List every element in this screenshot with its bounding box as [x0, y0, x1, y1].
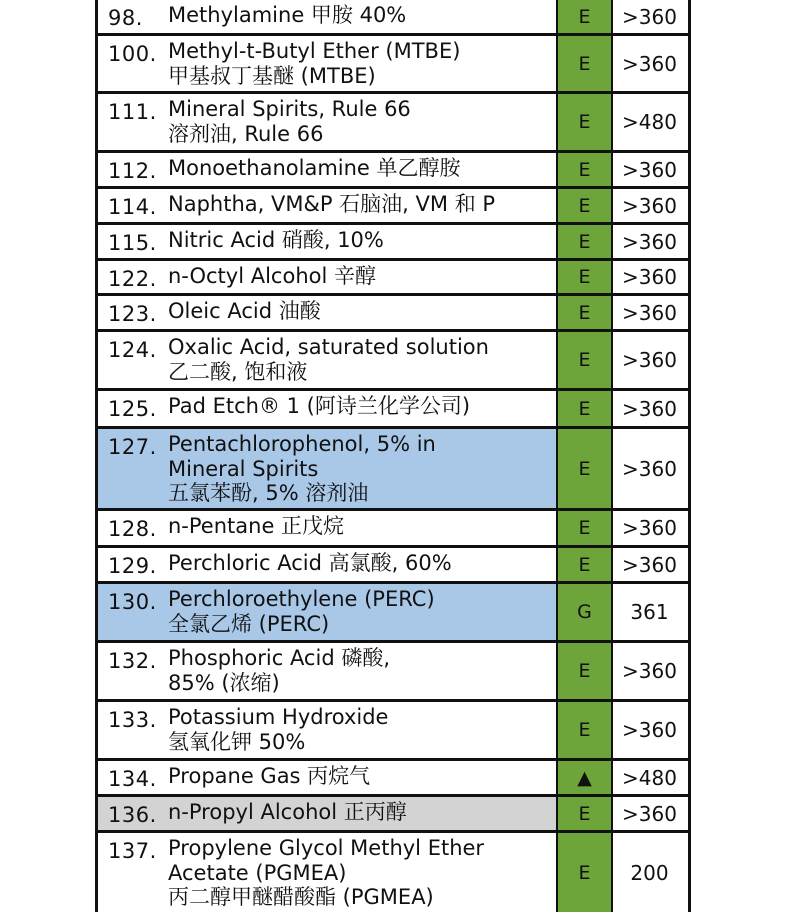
breakthrough-time: 200	[630, 860, 669, 885]
chemical-number: 122.	[108, 267, 157, 291]
table-row	[95, 153, 691, 189]
table-row	[95, 296, 691, 332]
chemical-name: Phosphoric Acid 磷酸, 85% (浓缩)	[168, 646, 390, 695]
chemical-name: n-Pentane 正戊烷	[168, 514, 345, 538]
table-row	[95, 429, 691, 511]
chemical-name: Mineral Spirits, Rule 66 溶剂油, Rule 66	[168, 97, 411, 146]
rating-cell: E	[556, 261, 613, 293]
breakthrough-time: >360	[622, 718, 677, 742]
table-row	[95, 833, 691, 912]
breakthrough-time: >360	[622, 229, 677, 254]
chemical-number: 112.	[108, 159, 157, 183]
table-row	[95, 189, 691, 225]
chemical-number: 115.	[108, 231, 157, 255]
rating-cell: E	[556, 36, 613, 91]
breakthrough-time: >360	[622, 300, 677, 325]
breakthrough-time: >480	[622, 110, 677, 134]
breakthrough-time: >360	[622, 4, 677, 29]
breakthrough-time: >360	[622, 659, 677, 683]
rating-cell: E	[556, 296, 613, 329]
chemical-name: n-Propyl Alcohol 正丙醇	[168, 800, 407, 824]
chemical-name: Propylene Glycol Methyl Ether Acetate (PGMEA) 丙二醇甲醚醋酸酯 (PGMEA)	[168, 836, 485, 909]
breakthrough-time: >360	[622, 552, 677, 577]
table-row	[95, 225, 691, 261]
chemical-name: Oxalic Acid, saturated solution 乙二酸, 饱和液	[168, 335, 489, 384]
chemical-name: Perchloroethylene (PERC) 全氯乙烯 (PERC)	[168, 587, 435, 636]
rating-cell: E	[556, 225, 613, 258]
breakthrough-time: >360	[622, 193, 677, 218]
chemical-name: Propane Gas 丙烷气	[168, 764, 371, 788]
rating-cell: E	[556, 833, 613, 912]
breakthrough-time: >360	[622, 456, 677, 481]
chemical-number: 123.	[108, 302, 157, 326]
table-row	[95, 643, 691, 702]
rating-cell: G	[556, 584, 613, 640]
chemical-name: Pad Etch® 1 (阿诗兰化学公司)	[168, 394, 471, 418]
table-row	[95, 261, 691, 296]
chemical-name: Methylamine 甲胺 40%	[168, 3, 407, 27]
rating-cell: E	[556, 391, 613, 426]
chemical-number: 127.	[98, 429, 166, 508]
breakthrough-time: >360	[622, 157, 677, 182]
chemical-number: 134.	[108, 767, 157, 791]
breakthrough-time: >360	[622, 265, 677, 289]
table-row	[95, 391, 691, 429]
chemical-number: 111.	[108, 100, 157, 124]
chemical-name: Monoethanolamine 单乙醇胺	[168, 156, 461, 180]
rating-cell: E	[556, 153, 613, 186]
chemical-number: 124.	[108, 338, 157, 362]
breakthrough-time: >360	[622, 396, 677, 421]
rating-cell: E	[556, 0, 613, 33]
table-row	[95, 94, 691, 153]
rating-cell: E	[556, 643, 613, 699]
breakthrough-time: >360	[622, 801, 677, 826]
chemical-number: 130.	[98, 584, 166, 640]
rating-cell: E	[556, 702, 613, 758]
table-row	[95, 511, 691, 548]
rating-cell: E	[556, 797, 613, 830]
table-row	[95, 332, 691, 391]
rating-cell: E	[556, 94, 613, 150]
chemical-number: 98.	[108, 6, 143, 30]
chemical-number: 133.	[108, 708, 157, 732]
chemical-number: 128.	[108, 517, 157, 541]
chemical-number: 100.	[108, 42, 157, 66]
chemical-number: 132.	[108, 649, 157, 673]
chemical-name: n-Octyl Alcohol 辛醇	[168, 264, 376, 288]
chemical-number: 136.	[98, 797, 166, 830]
chemical-name: Nitric Acid 硝酸, 10%	[168, 228, 384, 252]
chemical-name: Perchloric Acid 高氯酸, 60%	[168, 551, 452, 575]
breakthrough-time: >360	[622, 348, 677, 372]
chemical-number: 137.	[108, 839, 157, 863]
chemical-name: Oleic Acid 油酸	[168, 299, 321, 323]
breakthrough-time: >360	[622, 51, 677, 76]
chemical-number: 129.	[108, 554, 157, 578]
chemical-number: 114.	[108, 195, 157, 219]
table-row	[95, 797, 691, 833]
table-row	[95, 0, 691, 36]
rating-cell: E	[556, 511, 613, 545]
table-row	[95, 36, 691, 94]
chemical-name: Methyl-t-Butyl Ether (MTBE) 甲基叔丁基醚 (MTBE)	[168, 39, 461, 88]
table-row	[95, 584, 691, 643]
warning-triangle-icon: ▲	[556, 761, 613, 794]
table-row	[95, 761, 691, 797]
chemical-name: Pentachlorophenol, 5% in Mineral Spirits 五氯苯酚, 5% 溶剂油	[168, 432, 436, 505]
chemical-name: Potassium Hydroxide 氢氧化钾 50%	[168, 705, 389, 754]
rating-cell: E	[556, 548, 613, 581]
rating-cell: E	[556, 429, 613, 508]
breakthrough-time: 361	[630, 600, 669, 624]
rating-cell: E	[556, 332, 613, 388]
chemical-name: Naphtha, VM&P 石脑油, VM 和 P	[168, 192, 496, 216]
table-row	[95, 548, 691, 584]
rating-cell: E	[556, 189, 613, 222]
table-row	[95, 702, 691, 761]
chemical-number: 125.	[108, 397, 157, 421]
breakthrough-time: >480	[622, 765, 677, 790]
breakthrough-time: >360	[622, 516, 677, 540]
